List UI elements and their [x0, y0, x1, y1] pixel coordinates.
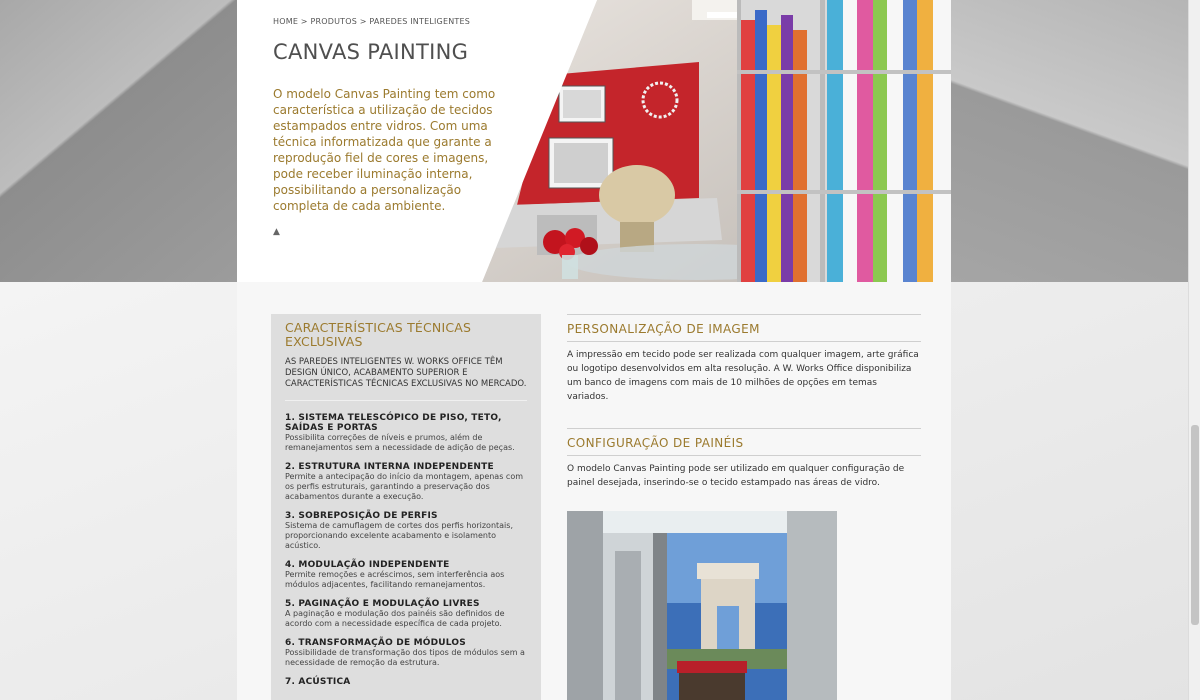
- specs-box: [271, 314, 541, 700]
- specs-title: CARACTERÍSTICAS TÉCNICAS EXCLUSIVAS: [285, 320, 472, 349]
- spec-item-title: 7. ACÚSTICA: [285, 677, 351, 687]
- spec-item-title: 1. SISTEMA TELESCÓPICO DE PISO, TETO, SAÍDAS E PORTAS: [285, 413, 502, 433]
- background-shape-right: [950, 0, 1188, 282]
- spec-item-title: 2. ESTRUTURA INTERNA INDEPENDENTE: [285, 462, 494, 472]
- spec-item: [285, 638, 527, 668]
- page-title: CANVAS PAINTING: [273, 40, 469, 64]
- spec-item: [285, 413, 527, 453]
- section-panel-configuration: [567, 428, 921, 490]
- spec-item-title: 6. TRANSFORMAÇÃO DE MÓDULOS: [285, 638, 466, 648]
- scroll-up-icon[interactable]: ▲: [273, 227, 280, 237]
- spec-item-title: 4. MODULAÇÃO INDEPENDENTE: [285, 560, 450, 570]
- spec-item-text: Permite remoções e acréscimos, sem interferência aos módulos adjacentes, facilitando remanejamentos.: [285, 570, 505, 589]
- section-text: A impressão em tecido pode ser realizada com qualquer imagem, arte gráfica ou logotipo desenvolvidos em alta resolução. A W. Works Office disponibiliza um banco de imagens com mais de 10 milhões de opções em temas variados.: [567, 350, 919, 402]
- panel-configuration-photo: [567, 511, 837, 700]
- page-container: [237, 0, 951, 700]
- section-title: PERSONALIZAÇÃO DE IMAGEM: [567, 314, 921, 342]
- right-column: [567, 314, 921, 490]
- hero-text: [273, 17, 503, 214]
- spec-item-text: Possibilita correções de níveis e prumos, além de remanejamentos sem a necessidade de adição de peças.: [285, 433, 515, 452]
- spec-item-title: 3. SOBREPOSIÇÃO DE PERFIS: [285, 511, 438, 521]
- spec-item-text: Sistema de camuflagem de cortes dos perfis horizontais, proporcionando excelente acabamento e isolamento acústico.: [285, 521, 513, 550]
- specs-intro: AS PAREDES INTELIGENTES W. WORKS OFFICE TÊM DESIGN ÚNICO, ACABAMENTO SUPERIOR E CARACTERÍSTICAS TÉCNICAS EXCLUSIVAS NO MERCADO.: [285, 357, 527, 401]
- hero: [237, 0, 951, 282]
- scrollbar-thumb[interactable]: [1191, 425, 1199, 625]
- spec-item: [285, 462, 527, 502]
- spec-item-text: Permite a antecipação do início da montagem, apenas com os perfis estruturais, garantindo a preservação dos acabamentos durante a execução.: [285, 472, 524, 501]
- section-image-personalization: [567, 314, 921, 404]
- spec-item-text: A paginação e modulação dos painéis são definidos de acordo com a necessidade específica de cada projeto.: [285, 609, 505, 628]
- breadcrumb[interactable]: HOME > PRODUTOS > PAREDES INTELIGENTES: [273, 17, 470, 26]
- scrollbar[interactable]: [1188, 0, 1200, 700]
- section-title: CONFIGURAÇÃO DE PAINÉIS: [567, 428, 921, 456]
- spec-item: [285, 511, 527, 551]
- spec-item-text: Possibilidade de transformação dos tipos de módulos sem a necessidade de remoção da estrutura.: [285, 648, 525, 667]
- spec-item: [285, 677, 527, 687]
- specs-list: [285, 413, 527, 687]
- hero-description: O modelo Canvas Painting tem como característica a utilização de tecidos estampados entre vidros. Com uma técnica informatizada que garante a reprodução fiel de cores e imagens, pode receber iluminação interna, possibilitando a personalização completa de cada ambiente.: [273, 87, 496, 213]
- background-shape-left: [0, 0, 240, 282]
- spec-item-title: 5. PAGINAÇÃO E MODULAÇÃO LIVRES: [285, 599, 480, 609]
- spec-item: [285, 599, 527, 629]
- spec-item: [285, 560, 527, 590]
- section-text: O modelo Canvas Painting pode ser utilizado em qualquer configuração de painel desejada, inserindo-se o tecido estampado nas áreas de vidro.: [567, 464, 905, 488]
